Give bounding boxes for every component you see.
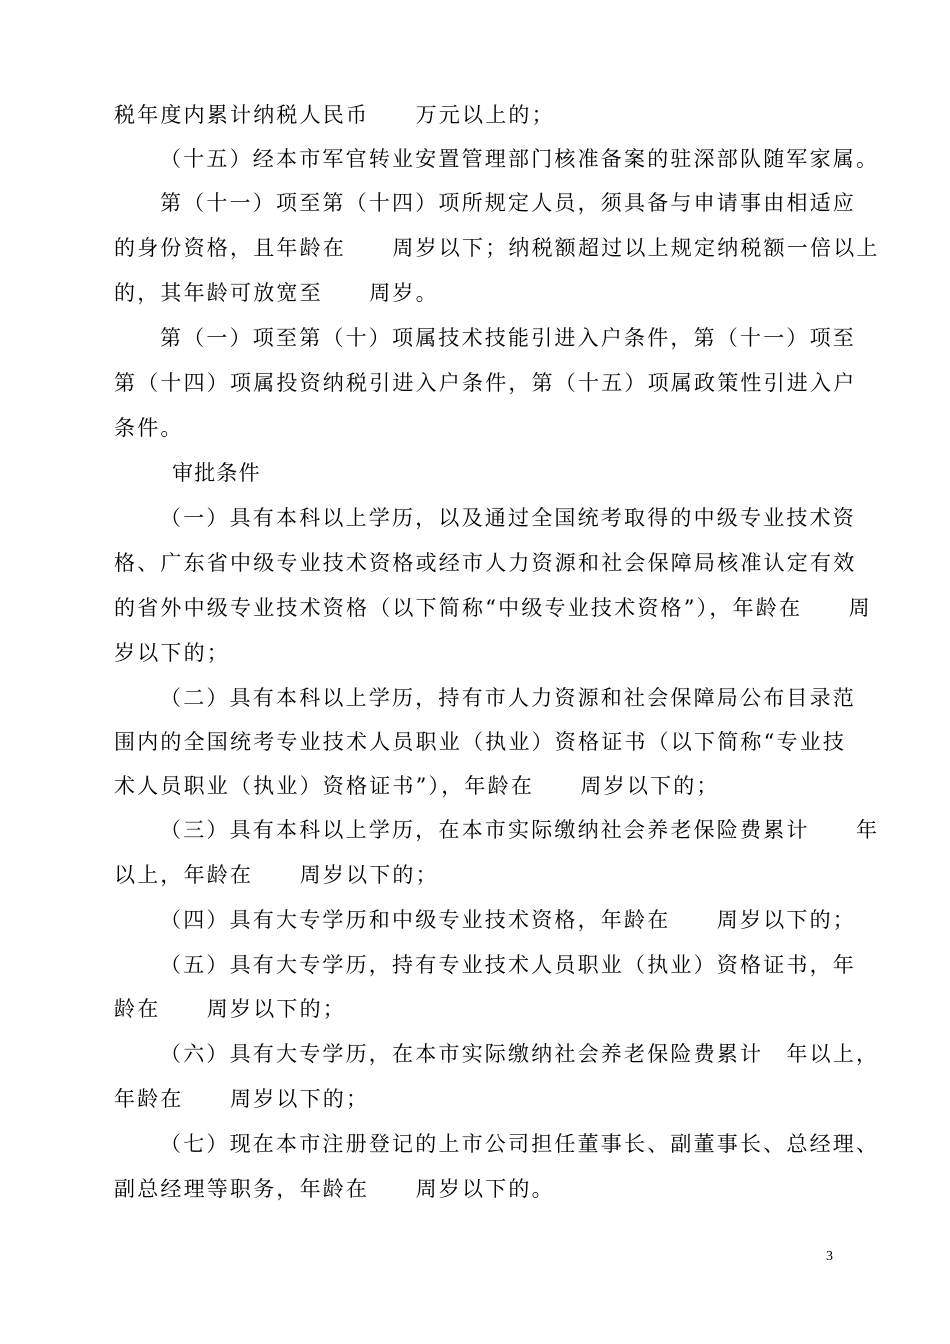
text-line: 条件。 xyxy=(114,416,184,440)
text-line: 岁以下的； xyxy=(114,641,230,665)
text-line: （三）具有本科以上学历，在本市实际缴纳社会养老保险费累计 年 xyxy=(160,818,880,842)
text-line: （七）现在本市注册登记的上市公司担任董事长、副董事长、总经理、 xyxy=(160,1132,880,1156)
text-line: 的，其年龄可放宽至 周岁。 xyxy=(114,281,439,305)
text-line: （六）具有大专学历，在本市实际缴纳社会养老保险费累计 年以上， xyxy=(160,1042,880,1066)
text-line: 第（一）项至第（十）项属技术技能引进入户条件，第（十一）项至 xyxy=(160,326,856,350)
page-number: 3 xyxy=(826,1249,833,1264)
section-heading: 审批条件 xyxy=(172,461,261,485)
text-line: （二）具有本科以上学历，持有市人力资源和社会保障局公布目录范 xyxy=(160,686,856,710)
text-line: 副总经理等职务，年龄在 周岁以下的。 xyxy=(114,1177,555,1201)
text-line: 的身份资格，且年龄在 周岁以下；纳税额超过以上规定纳税额一倍以上 xyxy=(114,236,880,260)
text-line: 围内的全国统考专业技术人员职业（执业）资格证书（以下简称“专业技 xyxy=(114,730,847,754)
text-line: （五）具有大专学历，持有专业技术人员职业（执业）资格证书，年 xyxy=(160,953,856,977)
text-line: （十五）经本市军官转业安置管理部门核准备案的驻深部队随军家属。 xyxy=(160,147,880,171)
text-line: 术人员职业（执业）资格证书”），年龄在 周岁以下的； xyxy=(114,774,720,798)
text-line: 的省外中级专业技术资格（以下简称“中级专业技术资格”），年龄在 周 xyxy=(114,596,872,620)
text-line: 第（十四）项属投资纳税引进入户条件，第（十五）项属政策性引进入户 xyxy=(114,371,857,395)
text-line: 龄在 周岁以下的； xyxy=(114,997,346,1021)
text-line: 年龄在 周岁以下的； xyxy=(114,1087,370,1111)
text-line: 第（十一）项至第（十四）项所规定人员，须具备与申请事由相适应 xyxy=(160,191,856,215)
text-line: （一）具有本科以上学历，以及通过全国统考取得的中级专业技术资 xyxy=(160,506,856,530)
text-line: （四）具有大专学历和中级专业技术资格，年龄在 周岁以下的； xyxy=(160,908,856,932)
text-line: 税年度内累计纳税人民币 万元以上的； xyxy=(114,103,555,127)
text-line: 格、广东省中级专业技术资格或经市人力资源和社会保障局核准认定有效 xyxy=(114,551,857,575)
text-line: 以上，年龄在 周岁以下的； xyxy=(114,863,439,887)
